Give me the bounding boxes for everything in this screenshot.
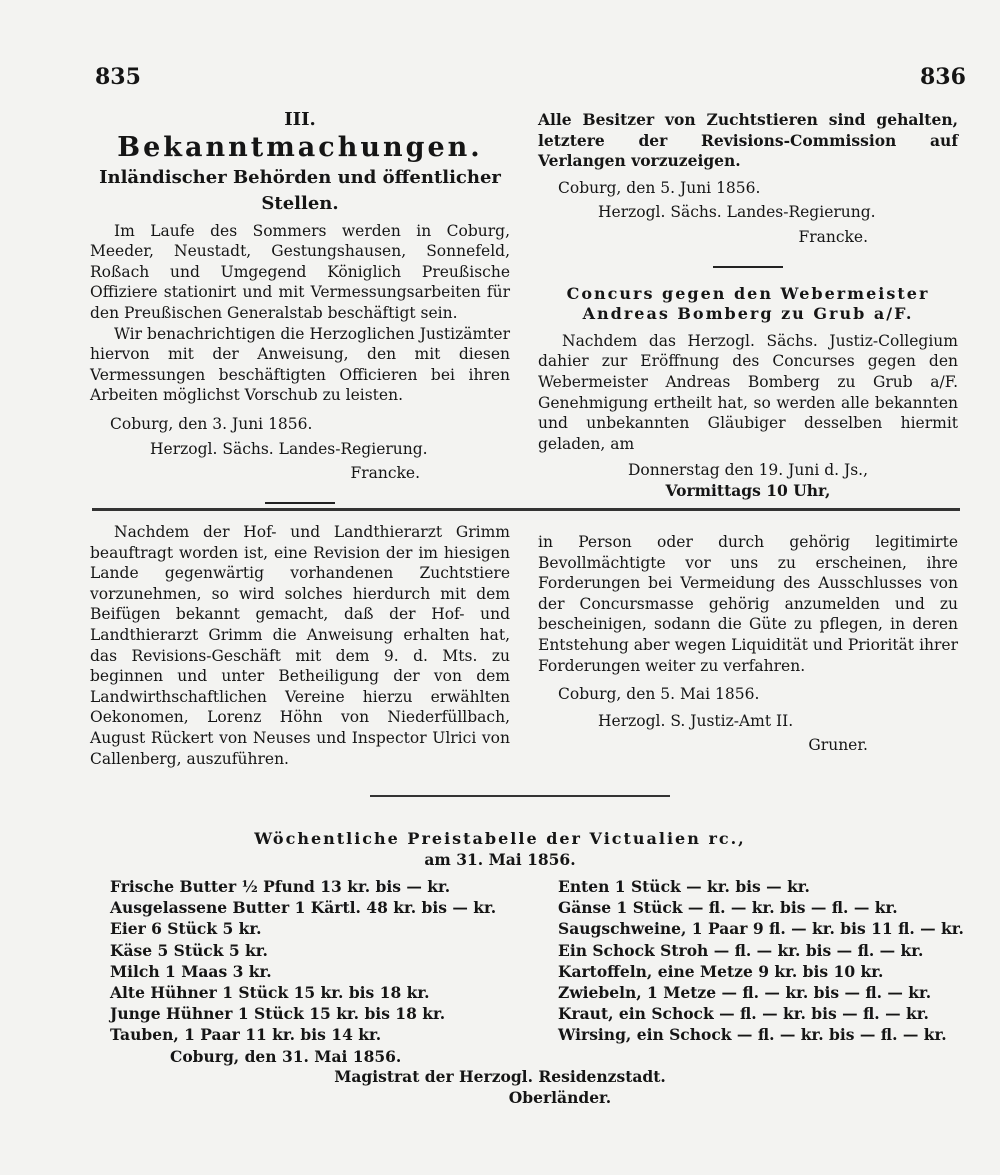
price-item: Milch 1 Maas 3 kr. (110, 961, 272, 981)
price-table-title: Wöchentliche Preistabelle der Victualien rc., (254, 829, 746, 848)
price-item: Wirsing, ein Schock — fl. — kr. bis — fl. — kr. (558, 1025, 947, 1045)
concurs-continuation: in Person oder durch gehörig legitimirte Bevollmächtigte vor uns zu erscheinen, ihre Forderungen bei Vermeidung des Ausschlusses von der Concursmasse gehörig anzumelden und zu bescheinigen, sodann die Güte zu pflegen, in deren Entstehung aber wegen Liquidität und Priorität ihrer Forderungen weiter zu verfahren. (538, 533, 958, 675)
section-divider (265, 502, 335, 504)
left-column-top (90, 110, 510, 520)
concurs-signer: Gruner. (808, 736, 868, 755)
right-column-bottom (538, 532, 958, 756)
price-table-header (200, 828, 800, 870)
concurs-divider (713, 266, 783, 268)
survey-paragraph-1: Im Laufe des Sommers werden in Coburg, Meeder, Neustadt, Gestungshausen, Sonnefeld, Roßach und Umgegend Königlich Preußische Offiziere stationirt und mit Vermessungsarbeiten für den Preußischen Generalstab beschäftigt sein. (90, 221, 510, 322)
zuchtstier-signer: Francke. (798, 227, 868, 246)
survey-date: Coburg, den 3. Juni 1856. (110, 414, 313, 433)
price-table-date: am 31. Mai 1856. (424, 850, 576, 869)
section-title: Bekanntmachungen. (117, 131, 483, 163)
price-item: Enten 1 Stück — kr. bis — kr. (558, 877, 810, 896)
price-item: Eier 6 Stück 5 kr. (110, 919, 262, 939)
price-item: Junge Hühner 1 Stück 15 kr. bis 18 kr. (110, 1004, 446, 1024)
survey-authority: Herzogl. Sächs. Landes-Regierung. (150, 439, 428, 458)
concurs-authority: Herzogl. S. Justiz-Amt II. (598, 711, 794, 730)
survey-paragraph-2: Wir benachrichtigen die Herzoglichen Justizämter hiervon mit der Anweisung, den mit diesen Vermessungen beschäftigten Officieren bei ihren Arbeiten möglichst Vorschub zu leisten. (90, 324, 510, 405)
zuchtstier-paragraph-end: Alle Besitzer von Zuchtstieren sind gehalten, letztere der Revisions-Commission auf Verlangen vorzuzeigen. (538, 110, 958, 171)
price-date-line: Coburg, den 31. Mai 1856. (170, 1047, 402, 1066)
concurs-paragraph: Nachdem das Herzogl. Sächs. Justiz-Collegium dahier zur Eröffnung des Concurses gegen den Webermeister Andreas Bomberg zu Grub a/F. Genehmigung ertheilt hat, so werden alle bekannten und unbekannten Gläubiger desselben hiermit geladen, am (538, 331, 958, 453)
right-column-top (538, 110, 958, 502)
left-column-bottom (90, 522, 510, 769)
survey-signer: Francke. (350, 464, 420, 483)
concurs-time: Vormittags 10 Uhr, (665, 480, 831, 500)
price-list-left (110, 876, 496, 1046)
page-number-right: 836 (920, 64, 966, 90)
magistrat-block (200, 1066, 800, 1108)
price-item: Zwiebeln, 1 Metze — fl. — kr. bis — fl. — kr. (558, 983, 932, 1003)
concurs-day: Donnerstag den 19. Juni d. Js., (627, 461, 869, 480)
zuchtstier-authority: Herzogl. Sächs. Landes-Regierung. (598, 203, 876, 222)
price-item: Käse 5 Stück 5 kr. (110, 940, 268, 960)
page-number-left: 835 (95, 64, 141, 90)
price-item: Ein Schock Stroh — fl. — kr. bis — fl. — kr. (558, 940, 924, 960)
price-item: Saugschweine, 1 Paar 9 fl. — kr. bis 11 fl. — kr. (558, 919, 964, 939)
price-item: Alte Hühner 1 Stück 15 kr. bis 18 kr. (110, 983, 430, 1003)
horizontal-rule (92, 508, 960, 511)
price-item: Kraut, ein Schock — fl. — kr. bis — fl. — kr. (558, 1004, 929, 1024)
price-item: Tauben, 1 Paar 11 kr. bis 14 kr. (110, 1025, 382, 1045)
concurs-title: Concurs gegen den Webermeister Andreas Bomberg zu Grub a/F. (566, 283, 930, 324)
price-item: Kartoffeln, eine Metze 9 kr. bis 10 kr. (558, 961, 884, 981)
price-item: Frische Butter ½ Pfund 13 kr. bis — kr. (110, 877, 451, 896)
section-number: III. (284, 109, 316, 130)
magistrat-signer: Oberländer. (508, 1088, 612, 1107)
magistrat-authority: Magistrat der Herzogl. Residenzstadt. (334, 1067, 666, 1086)
revision-paragraph: Nachdem der Hof- und Landthierarzt Grimm beauftragt worden ist, eine Revision der im hiesigen Lande gegenwärtig vorhandenen Zuchtstiere vorzunehmen, so wird solches hierdurch mit dem Beifügen bekannt gemacht, daß der Hof- und Landthierarzt Grimm die Anweisung erhalten hat, das Revisions-Geschäft mit dem 9. d. Mts. zu beginnen und unter Betheiligung der von dem Landwirthschaftlichen Vereine hierzu erwählten Oekonomen, Lorenz Höhn von Niederfüllbach, August Rückert von Neuses und Inspector Ulrici von Callenberg, auszuführen. (90, 523, 510, 768)
price-item: Ausgelassene Butter 1 Kärtl. 48 kr. bis — kr. (110, 898, 497, 918)
concurs-date: Coburg, den 5. Mai 1856. (558, 685, 760, 704)
price-list-right (558, 876, 964, 1046)
price-item: Gänse 1 Stück — fl. — kr. bis — fl. — kr. (558, 898, 898, 918)
section-subtitle: Inländischer Behörden und öffentlicher Stellen. (99, 166, 501, 214)
zuchtstier-date: Coburg, den 5. Juni 1856. (558, 178, 761, 197)
price-divider (370, 795, 670, 797)
